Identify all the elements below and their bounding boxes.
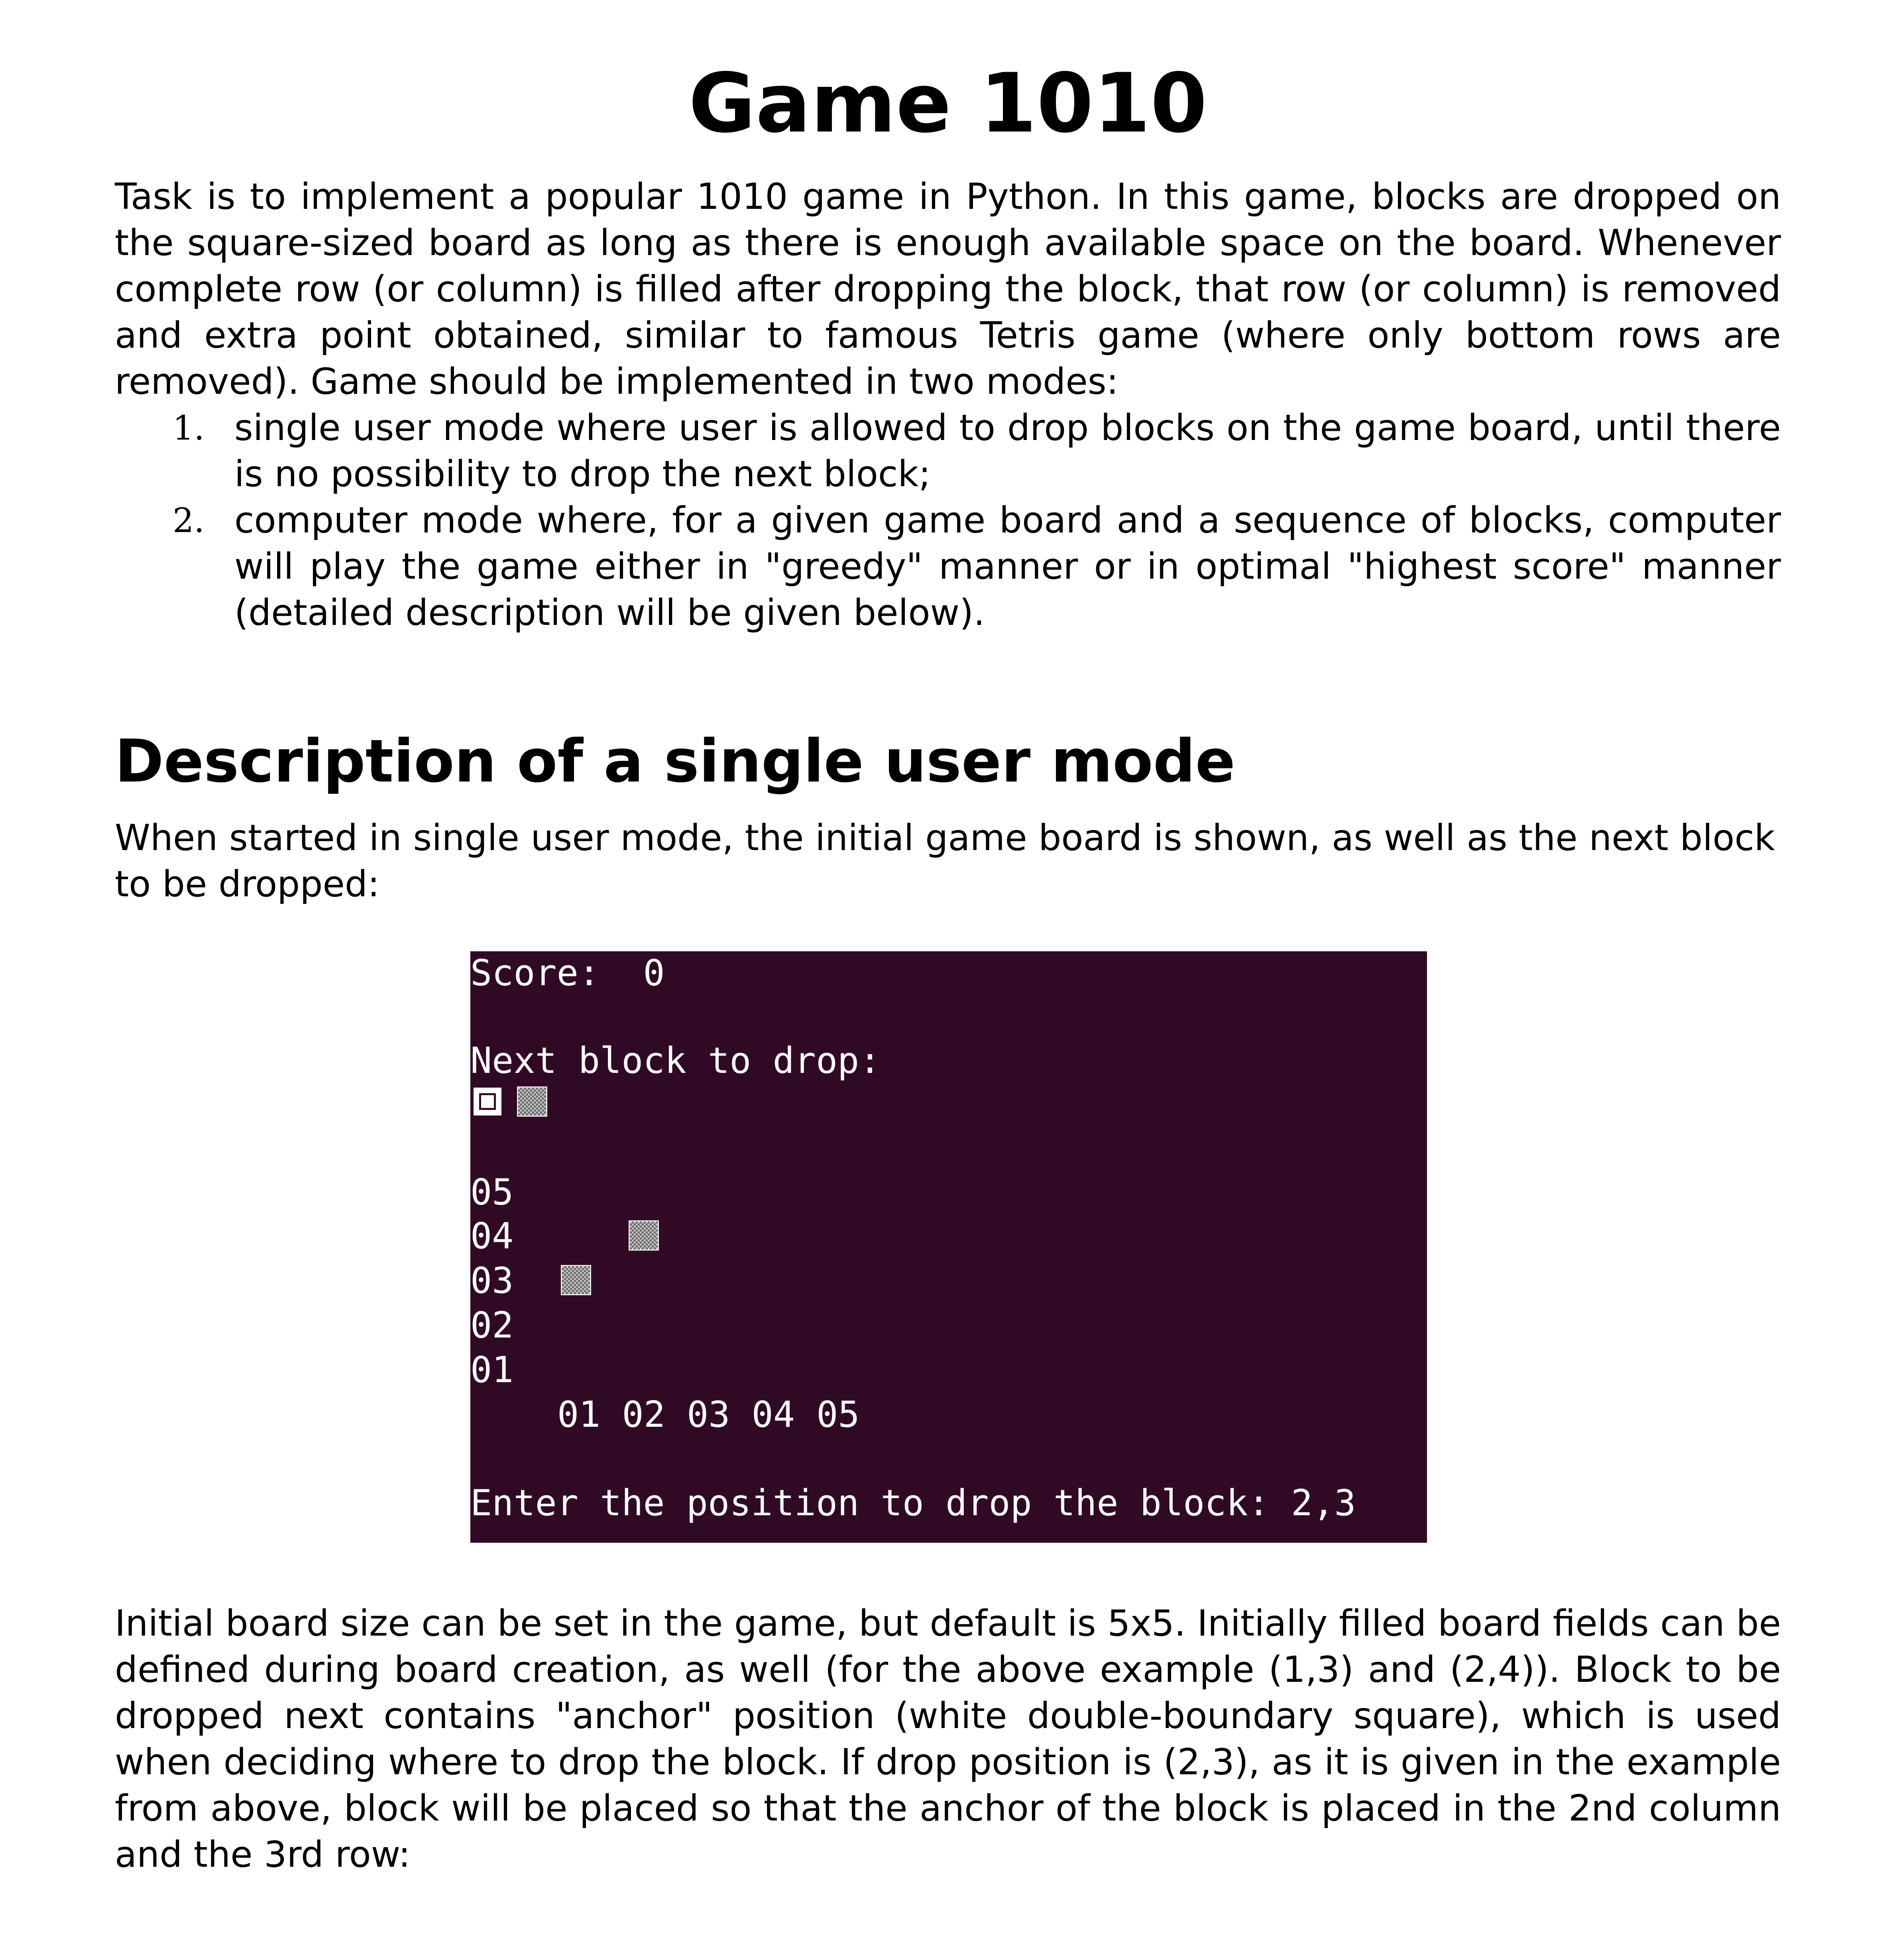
text-line: Task is to implement a popular 1010 game in Python. In this game, blocks are dropped on <box>115 176 1781 218</box>
block-filled-cell <box>518 1088 546 1116</box>
text-line: dropped next contains "anchor" position (white double-boundary square), which is used <box>115 1695 1781 1737</box>
text-line: and the 3rd row: <box>115 1834 411 1876</box>
section-intro-paragraph <box>115 815 1781 907</box>
section-heading: Description of a single user mode <box>115 727 1236 795</box>
board-filled-cell-2-4 <box>630 1222 658 1249</box>
text-line: when deciding where to drop the block. If drop position is (2,3), as it is given in the example <box>115 1741 1781 1783</box>
text-line: the square-sized board as long as there is enough available space on the board. Whenever <box>115 222 1781 264</box>
text-line: to be dropped: <box>115 863 380 905</box>
text-line: and extra point obtained, similar to famous Tetris game (where only bottom rows are <box>115 314 1781 356</box>
drop-prompt: Enter the position to drop the block: 2,3 <box>470 1482 1356 1524</box>
board-filled-cell-1-3 <box>562 1266 590 1294</box>
next-block-label: Next block to drop: <box>470 1040 881 1082</box>
list-number: 2. <box>173 501 205 540</box>
modes-list <box>115 405 1781 636</box>
list-number: 1. <box>173 408 205 448</box>
final-paragraph <box>115 1601 1781 1878</box>
terminal-screenshot <box>470 951 1427 1543</box>
text-line: complete row (or column) is filled after dropping the block, that row (or column) is removed <box>115 268 1781 310</box>
row-label-04: 04 <box>470 1215 514 1257</box>
score-line: Score: 0 <box>470 952 665 994</box>
text-line: Initial board size can be set in the game, but default is 5x5. Initially filled board fields can be <box>115 1603 1781 1644</box>
row-label-01: 01 <box>470 1349 514 1391</box>
text-line: defined during board creation, as well (for the above example (1,3) and (2,4)). Block to be <box>115 1649 1781 1691</box>
text-line: will play the game either in "greedy" manner or in optimal "highest score" manner <box>234 546 1781 587</box>
text-line: is no possibility to drop the next block; <box>234 453 931 495</box>
text-line: (detailed description will be given below). <box>234 592 985 634</box>
page-title: Game 1010 <box>688 56 1207 151</box>
text-line: from above, block will be placed so that the anchor of the block is placed in the 2nd column <box>115 1787 1781 1829</box>
text-line: removed). Game should be implemented in two modes: <box>115 361 1118 403</box>
row-label-05: 05 <box>470 1171 514 1213</box>
list-item <box>115 497 1781 636</box>
text-line: computer mode where, for a given game board and a sequence of blocks, computer <box>234 499 1781 541</box>
column-labels: 01 02 03 04 05 <box>557 1394 860 1436</box>
list-item <box>115 405 1781 497</box>
row-label-03: 03 <box>470 1260 514 1302</box>
intro-paragraph <box>115 174 1781 405</box>
row-label-02: 02 <box>470 1304 514 1346</box>
block-anchor-cell <box>474 1088 501 1116</box>
text-line: When started in single user mode, the initial game board is shown, as well as the next block <box>115 817 1775 859</box>
text-line: single user mode where user is allowed to drop blocks on the game board, until there <box>234 407 1781 449</box>
